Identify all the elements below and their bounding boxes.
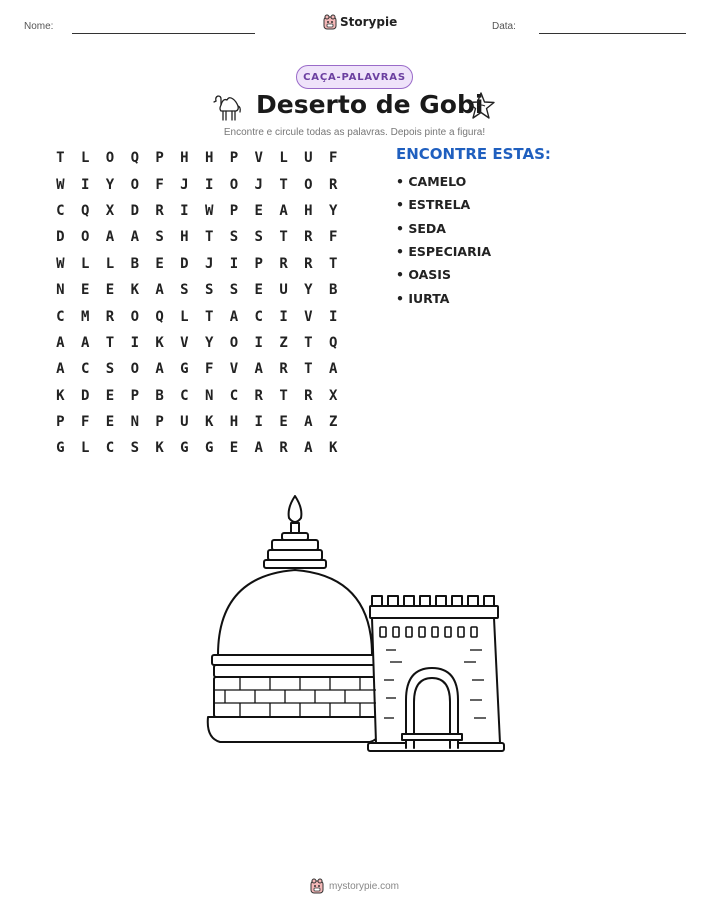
grid-cell[interactable]: J bbox=[254, 176, 263, 193]
grid-cell[interactable]: B bbox=[155, 387, 164, 404]
grid-cell[interactable]: T bbox=[328, 255, 338, 272]
grid-cell[interactable]: U bbox=[180, 414, 189, 431]
grid-cell[interactable]: V bbox=[180, 334, 189, 351]
grid-cell[interactable]: H bbox=[180, 229, 189, 246]
grid-cell[interactable]: O bbox=[130, 308, 139, 325]
grid-row bbox=[48, 145, 346, 171]
grid-cell[interactable]: Z bbox=[279, 334, 288, 351]
grid-cell[interactable]: O bbox=[229, 334, 239, 351]
grid-cell[interactable]: L bbox=[80, 255, 90, 272]
storypie-logo-icon bbox=[310, 878, 324, 894]
grid-cell[interactable]: K bbox=[155, 440, 164, 457]
grid-cell[interactable]: S bbox=[105, 361, 115, 378]
grid-cell[interactable]: K bbox=[56, 387, 65, 404]
grid-cell[interactable]: S bbox=[254, 229, 263, 246]
grid-cell[interactable]: T bbox=[304, 361, 313, 378]
grid-cell[interactable]: Q bbox=[155, 308, 164, 325]
grid-cell[interactable]: A bbox=[130, 229, 139, 246]
grid-cell[interactable]: P bbox=[155, 414, 164, 431]
grid-cell[interactable]: I bbox=[130, 334, 139, 351]
grid-cell[interactable]: A bbox=[279, 202, 288, 219]
grid-cell[interactable]: R bbox=[304, 387, 313, 404]
grid-cell[interactable]: R bbox=[155, 202, 164, 219]
grid-cell[interactable]: H bbox=[204, 150, 214, 167]
grid-cell[interactable]: I bbox=[80, 176, 90, 193]
grid-cell[interactable]: E bbox=[279, 414, 288, 431]
grid-cell[interactable]: X bbox=[328, 387, 338, 404]
date-line bbox=[539, 33, 686, 34]
grid-cell[interactable]: Y bbox=[105, 176, 115, 193]
grid-cell[interactable]: N bbox=[130, 414, 139, 431]
grid-cell[interactable]: W bbox=[204, 202, 214, 219]
grid-cell[interactable]: R bbox=[304, 229, 313, 246]
grid-cell[interactable]: C bbox=[229, 387, 239, 404]
grid-cell[interactable]: E bbox=[105, 387, 115, 404]
grid-cell[interactable]: E bbox=[80, 282, 90, 299]
grid-cell[interactable]: F bbox=[155, 176, 164, 193]
grid-cell[interactable]: Y bbox=[304, 282, 313, 299]
grid-cell[interactable]: S bbox=[130, 440, 139, 457]
word-list-title: ENCONTRE ESTAS: bbox=[396, 145, 551, 163]
grid-cell[interactable]: P bbox=[130, 387, 139, 404]
grid-cell[interactable]: E bbox=[105, 414, 115, 431]
brand-logo bbox=[323, 14, 397, 30]
grid-cell[interactable]: C bbox=[180, 387, 189, 404]
grid-cell[interactable]: R bbox=[254, 387, 263, 404]
grid-cell[interactable]: S bbox=[180, 282, 189, 299]
grid-row bbox=[48, 330, 346, 356]
grid-cell[interactable]: D bbox=[180, 255, 189, 272]
grid-cell[interactable]: T bbox=[204, 308, 214, 325]
grid-cell[interactable]: H bbox=[180, 150, 189, 167]
grid-cell[interactable]: G bbox=[180, 440, 189, 457]
grid-row bbox=[48, 171, 346, 197]
grid-cell[interactable]: X bbox=[105, 202, 115, 219]
grid-cell[interactable]: P bbox=[229, 150, 239, 167]
name-label: Nome: bbox=[24, 21, 54, 32]
grid-cell[interactable]: E bbox=[155, 255, 164, 272]
grid-cell[interactable]: K bbox=[155, 334, 164, 351]
grid-cell[interactable]: D bbox=[80, 387, 90, 404]
grid-cell[interactable]: W bbox=[56, 255, 65, 272]
word-item: • ESTRELA bbox=[396, 197, 471, 213]
name-line bbox=[72, 33, 255, 34]
grid-cell[interactable]: C bbox=[254, 308, 263, 325]
grid-cell[interactable]: I bbox=[180, 202, 189, 219]
grid-cell[interactable]: E bbox=[254, 202, 263, 219]
grid-cell[interactable]: B bbox=[328, 282, 338, 299]
grid-cell[interactable]: A bbox=[155, 361, 164, 378]
grid-cell[interactable]: I bbox=[279, 308, 288, 325]
title-row bbox=[0, 90, 709, 126]
grid-cell[interactable]: I bbox=[254, 414, 263, 431]
word-item: • ESPECIARIA bbox=[396, 244, 492, 260]
star-icon bbox=[465, 91, 497, 121]
grid-cell[interactable]: R bbox=[279, 440, 288, 457]
header bbox=[0, 14, 709, 42]
instructions: Encontre e circule todas as palavras. Depois pinte a figura! bbox=[223, 127, 486, 138]
date-label: Data: bbox=[492, 21, 516, 32]
grid-cell[interactable]: G bbox=[204, 440, 214, 457]
grid-row bbox=[48, 251, 346, 277]
grid-cell[interactable]: V bbox=[304, 308, 313, 325]
grid-cell[interactable]: Q bbox=[328, 334, 338, 351]
grid-cell[interactable]: S bbox=[155, 229, 164, 246]
grid-cell[interactable]: A bbox=[304, 440, 313, 457]
grid-cell[interactable]: C bbox=[56, 202, 65, 219]
grid-cell[interactable]: M bbox=[80, 308, 90, 325]
grid-cell[interactable]: G bbox=[180, 361, 189, 378]
grid-cell[interactable]: V bbox=[229, 361, 239, 378]
grid-cell[interactable]: R bbox=[304, 255, 313, 272]
grid-cell[interactable]: A bbox=[328, 361, 338, 378]
grid-cell[interactable]: O bbox=[80, 229, 90, 246]
grid-cell[interactable]: T bbox=[204, 229, 214, 246]
grid-cell[interactable]: E bbox=[254, 282, 263, 299]
grid-cell[interactable]: A bbox=[304, 414, 313, 431]
grid-row bbox=[48, 409, 346, 435]
category-badge: CAÇA-PALAVRAS bbox=[296, 65, 413, 89]
grid-cell[interactable]: O bbox=[130, 176, 139, 193]
grid-cell[interactable]: Z bbox=[328, 414, 338, 431]
grid-row bbox=[48, 277, 346, 303]
grid-cell[interactable]: A bbox=[155, 282, 164, 299]
grid-cell[interactable]: T bbox=[105, 334, 115, 351]
grid-cell[interactable]: F bbox=[204, 361, 214, 378]
grid-cell[interactable]: F bbox=[328, 150, 338, 167]
grid-cell[interactable]: Y bbox=[328, 202, 338, 219]
grid-cell[interactable]: R bbox=[328, 176, 338, 193]
grid-cell[interactable]: U bbox=[304, 150, 313, 167]
page-title: Deserto de Gobi bbox=[256, 90, 484, 119]
grid-cell[interactable]: K bbox=[204, 414, 214, 431]
grid-cell[interactable]: F bbox=[80, 414, 90, 431]
grid-cell[interactable]: A bbox=[254, 440, 263, 457]
grid-row bbox=[48, 383, 346, 409]
grid-cell[interactable]: K bbox=[328, 440, 338, 457]
word-item: • IURTA bbox=[396, 290, 450, 306]
word-search-grid[interactable] bbox=[48, 145, 346, 462]
grid-cell[interactable]: F bbox=[328, 229, 338, 246]
grid-row bbox=[48, 435, 346, 461]
grid-cell[interactable]: P bbox=[254, 255, 263, 272]
grid-cell[interactable]: P bbox=[155, 150, 164, 167]
grid-cell[interactable]: C bbox=[56, 308, 65, 325]
grid-cell[interactable]: K bbox=[130, 282, 139, 299]
grid-cell[interactable]: A bbox=[56, 361, 65, 378]
grid-cell[interactable]: E bbox=[229, 440, 239, 457]
grid-cell[interactable]: O bbox=[229, 176, 239, 193]
grid-row bbox=[48, 224, 346, 250]
grid-row bbox=[48, 198, 346, 224]
grid-cell[interactable]: A bbox=[80, 334, 90, 351]
grid-cell[interactable]: A bbox=[254, 361, 263, 378]
grid-cell[interactable]: T bbox=[279, 229, 288, 246]
grid-cell[interactable]: L bbox=[80, 150, 90, 167]
grid-cell[interactable]: L bbox=[105, 255, 115, 272]
footer bbox=[0, 878, 709, 894]
grid-cell[interactable]: Q bbox=[80, 202, 90, 219]
grid-cell[interactable]: P bbox=[56, 414, 65, 431]
grid-cell[interactable]: A bbox=[229, 308, 239, 325]
grid-cell[interactable]: S bbox=[204, 282, 214, 299]
grid-cell[interactable]: I bbox=[229, 255, 239, 272]
word-item: • CAMELO bbox=[396, 174, 467, 190]
grid-cell[interactable]: Y bbox=[204, 334, 214, 351]
grid-cell[interactable]: J bbox=[204, 255, 214, 272]
grid-cell[interactable]: B bbox=[130, 255, 139, 272]
grid-cell[interactable]: H bbox=[229, 414, 239, 431]
grid-cell[interactable]: T bbox=[279, 176, 288, 193]
grid-cell[interactable]: T bbox=[304, 334, 313, 351]
grid-cell[interactable]: C bbox=[80, 361, 90, 378]
grid-cell[interactable]: R bbox=[279, 361, 288, 378]
grid-cell[interactable]: L bbox=[80, 440, 90, 457]
grid-cell[interactable]: R bbox=[105, 308, 115, 325]
grid-cell[interactable]: W bbox=[56, 176, 65, 193]
grid-cell[interactable]: I bbox=[204, 176, 214, 193]
camel-icon bbox=[212, 92, 244, 122]
grid-cell[interactable]: V bbox=[254, 150, 263, 167]
footer-site: mystorypie.com bbox=[328, 880, 399, 892]
stupa-and-gate-illustration[interactable] bbox=[200, 490, 510, 760]
grid-cell[interactable]: A bbox=[56, 334, 65, 351]
storypie-logo-icon bbox=[323, 14, 337, 30]
grid-row bbox=[48, 303, 346, 329]
grid-cell[interactable]: I bbox=[254, 334, 263, 351]
grid-cell[interactable]: N bbox=[56, 282, 65, 299]
grid-cell[interactable]: U bbox=[279, 282, 288, 299]
grid-cell[interactable]: R bbox=[279, 255, 288, 272]
grid-row bbox=[48, 356, 346, 382]
grid-cell[interactable]: A bbox=[105, 229, 115, 246]
grid-cell[interactable]: E bbox=[105, 282, 115, 299]
grid-cell[interactable]: S bbox=[229, 229, 239, 246]
grid-cell[interactable]: O bbox=[130, 361, 139, 378]
grid-cell[interactable]: D bbox=[56, 229, 65, 246]
grid-cell[interactable]: N bbox=[204, 387, 214, 404]
grid-cell[interactable]: S bbox=[229, 282, 239, 299]
grid-cell[interactable]: T bbox=[279, 387, 288, 404]
grid-cell[interactable]: D bbox=[130, 202, 139, 219]
word-list bbox=[396, 170, 491, 310]
grid-cell[interactable]: I bbox=[328, 308, 338, 325]
grid-cell[interactable]: L bbox=[180, 308, 189, 325]
grid-cell[interactable]: L bbox=[279, 150, 288, 167]
brand-name: Storypie bbox=[340, 15, 398, 29]
grid-cell[interactable]: T bbox=[56, 150, 65, 167]
grid-cell[interactable]: Q bbox=[130, 150, 139, 167]
word-item: • OASIS bbox=[396, 267, 451, 283]
grid-cell[interactable]: O bbox=[105, 150, 115, 167]
grid-cell[interactable]: P bbox=[229, 202, 239, 219]
grid-cell[interactable]: O bbox=[304, 176, 313, 193]
grid-cell[interactable]: J bbox=[180, 176, 189, 193]
grid-cell[interactable]: H bbox=[304, 202, 313, 219]
grid-cell[interactable]: C bbox=[105, 440, 115, 457]
word-item: • SEDA bbox=[396, 220, 446, 236]
grid-cell[interactable]: G bbox=[56, 440, 65, 457]
